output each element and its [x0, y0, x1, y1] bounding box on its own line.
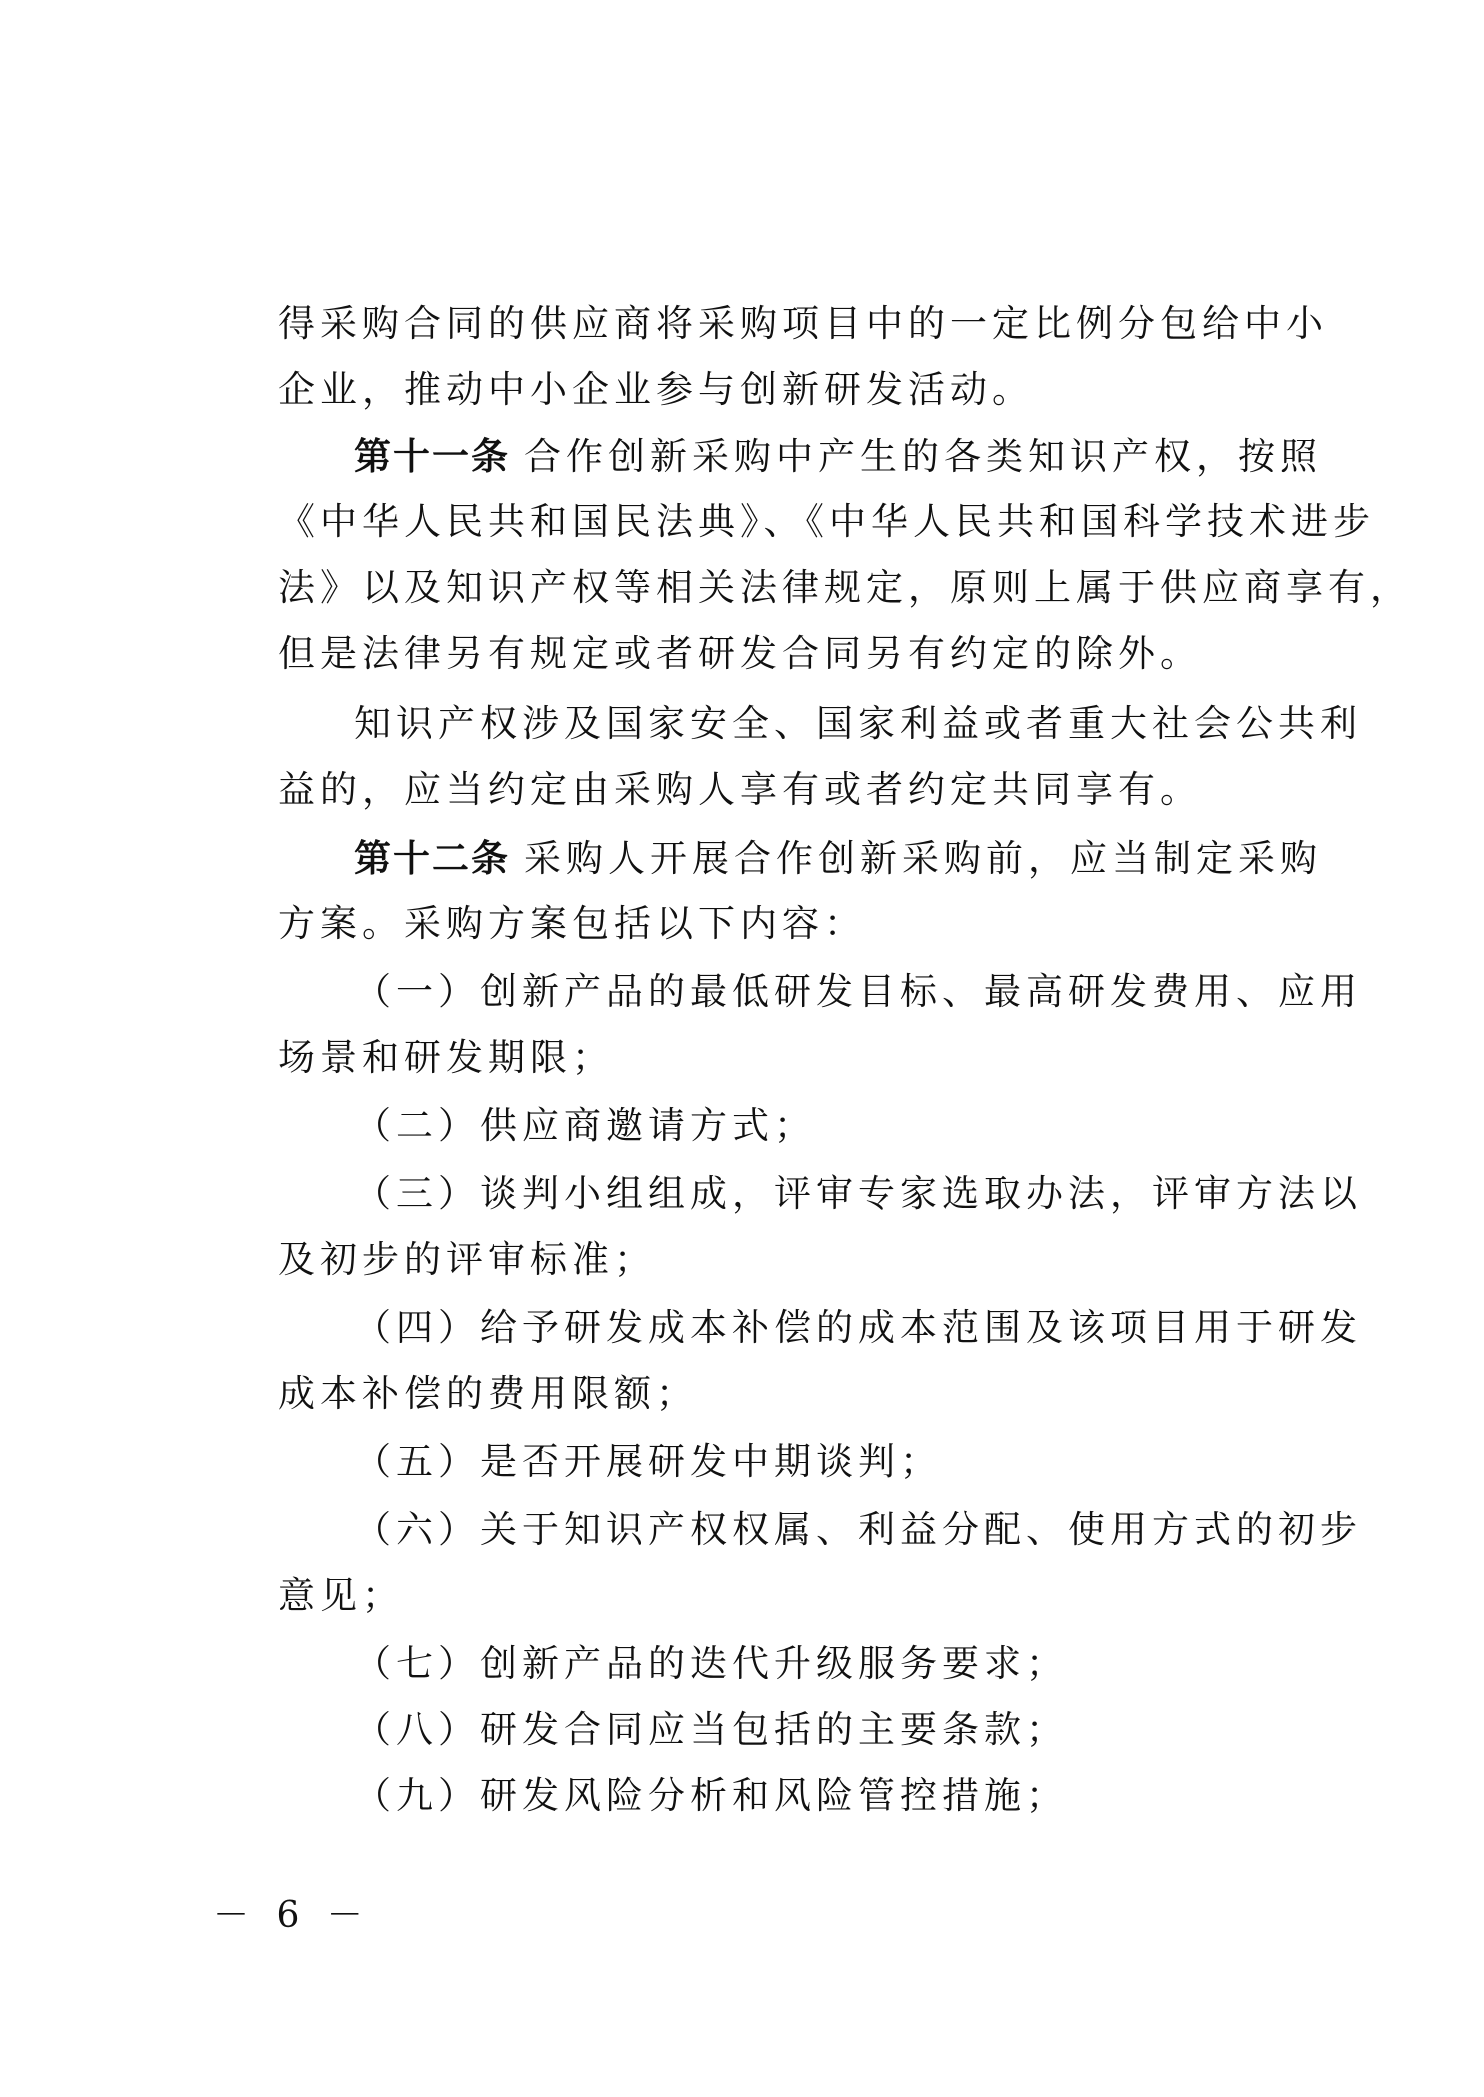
article-12-first-line: [354, 834, 1322, 882]
article-11-text: 合作创新采购中产生的各类知识产权，按照: [524, 435, 1322, 478]
paragraph-line: 益的，应当约定由采购人享有或者约定共同享有。: [278, 768, 1202, 811]
article-12-label: 第十二条: [354, 836, 510, 880]
page-number: － 6 －: [213, 1895, 371, 1936]
paragraph-line: 得采购合同的供应商将采购项目中的一定比例分包给中小: [278, 302, 1328, 345]
list-item: （一）创新产品的最低研发目标、最高研发费用、应用: [354, 970, 1362, 1013]
list-item: （五）是否开展研发中期谈判；: [354, 1440, 942, 1483]
list-item-continuation: 意见；: [278, 1574, 404, 1617]
list-item: （三）谈判小组组成，评审专家选取办法，评审方法以: [354, 1172, 1362, 1215]
list-item: （九）研发风险分析和风险管控措施；: [354, 1774, 1068, 1817]
list-item-continuation: 成本补偿的费用限额；: [278, 1372, 698, 1415]
article-12-text: 采购人开展合作创新采购前，应当制定采购: [524, 837, 1322, 880]
list-item: （四）给予研发成本补偿的成本范围及该项目用于研发: [354, 1306, 1362, 1349]
article-11-label: 第十一条: [354, 434, 510, 478]
list-item-continuation: 及初步的评审标准；: [278, 1238, 656, 1281]
paragraph-line: 方案。采购方案包括以下内容：: [278, 902, 866, 945]
paragraph-line: 但是法律另有规定或者研发合同另有约定的除外。: [278, 632, 1202, 675]
list-item: （六）关于知识产权权属、利益分配、使用方式的初步: [354, 1508, 1362, 1551]
list-item-continuation: 场景和研发期限；: [278, 1036, 614, 1079]
list-item: （八）研发合同应当包括的主要条款；: [354, 1708, 1068, 1751]
paragraph-line: 法》以及知识产权等相关法律规定，原则上属于供应商享有，: [278, 566, 1412, 609]
list-item: （七）创新产品的迭代升级服务要求；: [354, 1642, 1068, 1685]
paragraph-line: 企业，推动中小企业参与创新研发活动。: [278, 368, 1034, 411]
list-item: （二）供应商邀请方式；: [354, 1104, 816, 1147]
article-11-first-line: [354, 432, 1322, 480]
paragraph-line: 《中华人民共和国民法典》、《中华人民共和国科学技术进步: [278, 500, 1375, 543]
paragraph-line: 知识产权涉及国家安全、国家利益或者重大社会公共利: [354, 702, 1362, 745]
